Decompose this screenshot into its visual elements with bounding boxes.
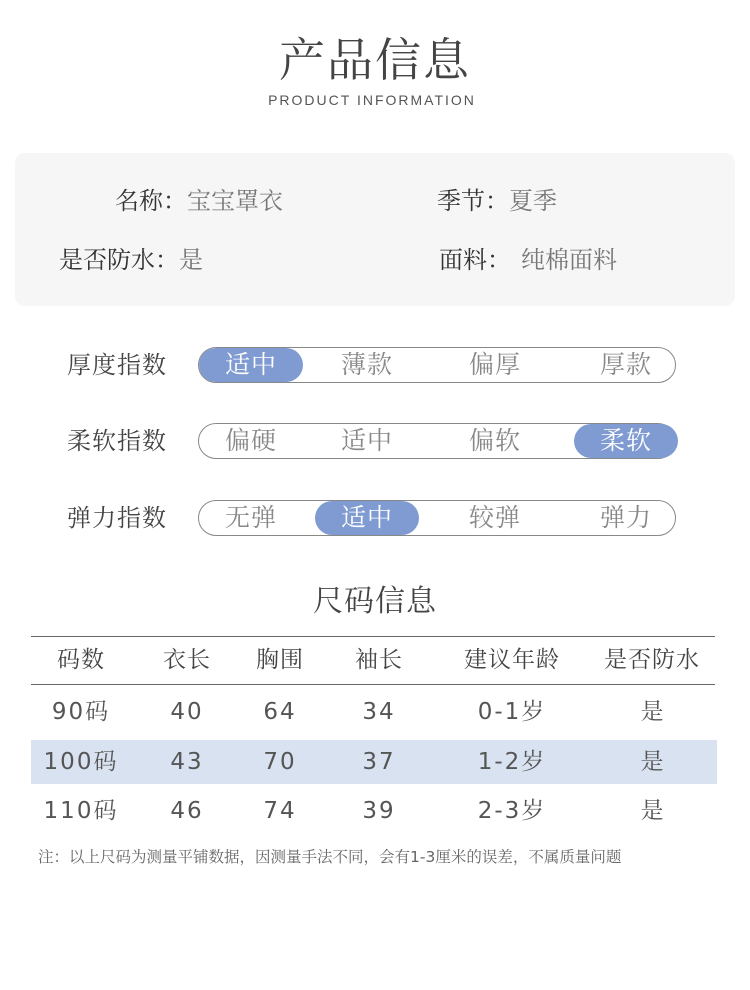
table-cell: 40 xyxy=(170,699,204,725)
index-softness xyxy=(0,421,750,461)
thickness-option: 适中 xyxy=(199,348,303,382)
info-name-value: 宝宝罩衣 xyxy=(187,187,283,215)
index-thickness xyxy=(0,345,750,385)
info-name-key: 名称： xyxy=(115,187,187,215)
page-subtitle: PRODUCT INFORMATION xyxy=(268,92,476,108)
index-label: 厚度指数 xyxy=(67,351,167,379)
table-cell: 39 xyxy=(362,798,396,824)
table-cell: 74 xyxy=(263,798,297,824)
table-cell: 2-3岁 xyxy=(477,798,547,824)
header-cell: 衣长 xyxy=(163,647,211,673)
table-cell: 是 xyxy=(640,798,664,824)
table-row-highlighted xyxy=(31,740,717,784)
info-season-key: 季节： xyxy=(437,187,509,215)
thickness-option: 偏厚 xyxy=(468,350,521,379)
table-cell: 46 xyxy=(170,798,204,824)
info-waterproof xyxy=(59,244,203,276)
table-cell: 64 xyxy=(263,699,297,725)
table-row xyxy=(31,690,717,734)
table-cell: 43 xyxy=(170,749,204,775)
table-cell: 100码 xyxy=(43,749,119,775)
table-cell: 37 xyxy=(362,749,396,775)
table-cell: 是 xyxy=(640,699,664,725)
info-season-value: 夏季 xyxy=(509,187,557,215)
measurement-note: 注：以上尺码为测量平铺数据，因测量手法不同，会有1-3厘米的误差，不属质量问题 xyxy=(38,848,622,866)
table-row xyxy=(31,789,717,833)
table-header-row xyxy=(31,638,717,682)
table-cell: 1-2岁 xyxy=(477,749,547,775)
header-cell: 码数 xyxy=(57,647,105,673)
info-name xyxy=(115,185,283,217)
table-cell: 34 xyxy=(362,699,396,725)
info-waterproof-value: 是 xyxy=(179,246,203,274)
softness-option: 偏软 xyxy=(468,426,521,455)
size-table-title: 尺码信息 xyxy=(313,584,437,619)
info-waterproof-key: 是否防水： xyxy=(59,246,179,274)
table-cell: 0-1岁 xyxy=(477,699,547,725)
header-cell: 胸围 xyxy=(256,647,304,673)
header-cell: 建议年龄 xyxy=(464,647,560,673)
thickness-scale xyxy=(198,347,676,383)
info-fabric-value: 纯棉面料 xyxy=(521,246,617,274)
table-cell: 110码 xyxy=(43,798,119,824)
elasticity-scale xyxy=(198,500,676,536)
thickness-option: 薄款 xyxy=(340,350,393,379)
index-label: 弹力指数 xyxy=(67,504,167,532)
info-fabric-key: 面料： xyxy=(439,246,511,274)
elasticity-option: 弹力 xyxy=(599,503,652,532)
elasticity-option: 无弹 xyxy=(224,503,277,532)
header-cell: 是否防水 xyxy=(604,647,700,673)
softness-option: 柔软 xyxy=(574,424,678,458)
elasticity-option: 较弹 xyxy=(468,503,521,532)
softness-scale xyxy=(198,423,676,459)
table-cell: 70 xyxy=(263,749,297,775)
index-elasticity xyxy=(0,498,750,538)
table-header-rule xyxy=(31,684,715,685)
thickness-option: 厚款 xyxy=(599,350,652,379)
softness-option: 适中 xyxy=(340,426,393,455)
page-title: 产品信息 xyxy=(279,33,471,87)
info-fabric xyxy=(439,244,617,276)
elasticity-option: 适中 xyxy=(315,501,419,535)
table-top-rule xyxy=(31,636,715,637)
info-season xyxy=(437,185,557,217)
table-cell: 是 xyxy=(640,749,664,775)
header-cell: 袖长 xyxy=(355,647,403,673)
table-cell: 90码 xyxy=(51,699,111,725)
product-info-panel xyxy=(15,153,735,306)
softness-option: 偏硬 xyxy=(224,426,277,455)
index-label: 柔软指数 xyxy=(67,427,167,455)
